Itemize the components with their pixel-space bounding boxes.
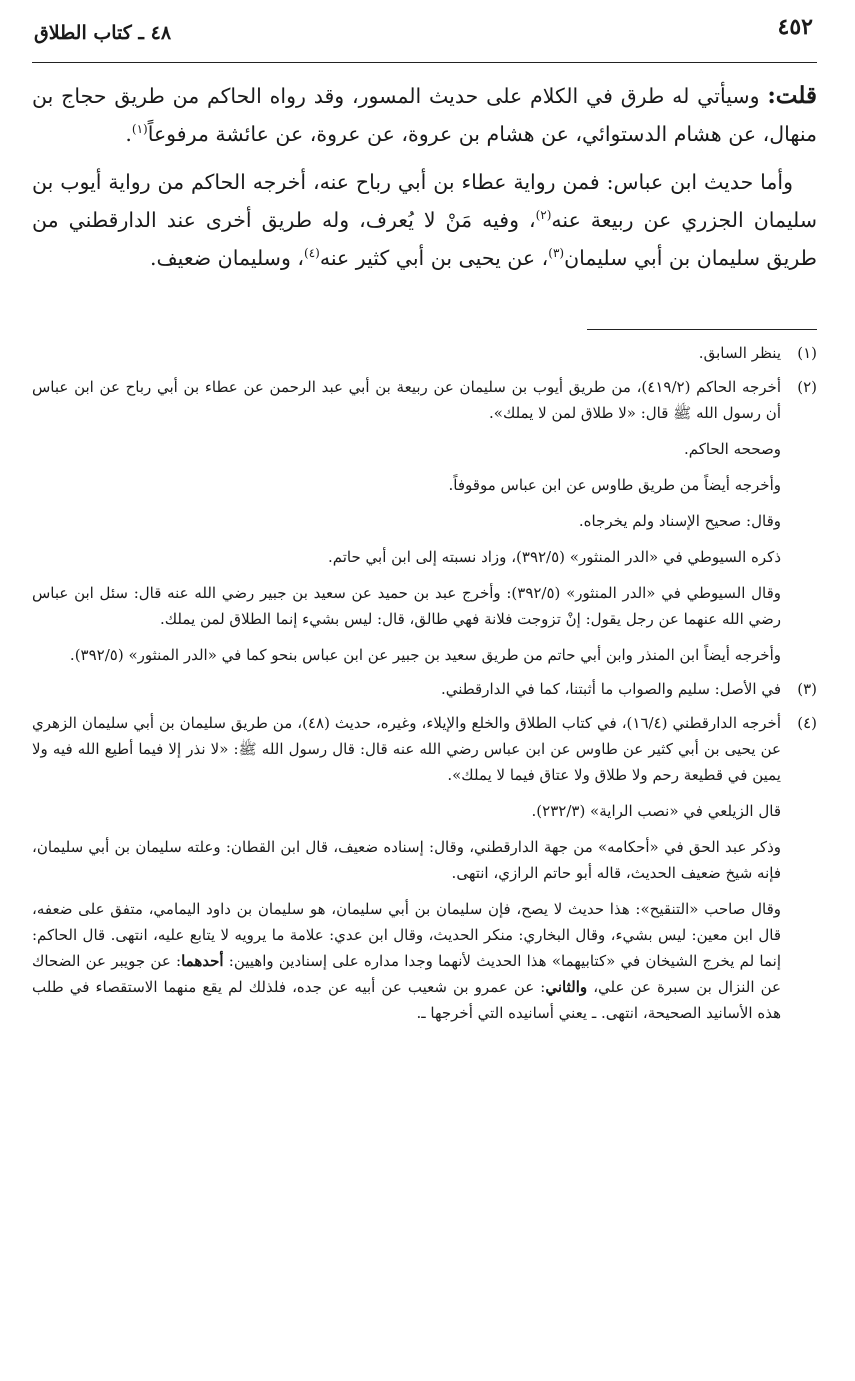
footnote-number: (٤) — [797, 714, 817, 732]
footnote-body — [32, 710, 781, 1030]
main-paragraph-1: قلت: وسيأتي له طرق في الكلام على حديث المسور، وقد رواه الحاكم من طريق حجاج بن منهال، عن هشام الدستوائي، عن هشام بن عروة، عن عروة، عن عائشة مرفوعاً$^{(١)}$. — [32, 82, 817, 146]
footnote-emphasis: والثاني — [545, 978, 588, 996]
main-paragraph-2 — [32, 163, 817, 277]
footnote-text: وقال: صحيح الإسناد ولم يخرجاه. — [578, 512, 781, 530]
paragraph-text: وسيأتي له طرق في الكلام على حديث المسور، وقد رواه الحاكم من طريق حجاج بن منهال، عن هشام الدستوائي، عن هشام بن عروة، عن عروة، عن عائشة مرفوعاً — [32, 84, 817, 146]
paragraph-text: ، وسليمان ضعيف. — [149, 246, 305, 270]
paragraph-lead: قلت: — [767, 82, 817, 109]
footnote-text: في الأصل: سليم والصواب ما أثبتنا، كما في الدارقطني. — [440, 680, 781, 698]
footnote-separator — [587, 329, 817, 330]
book-page — [32, 12, 817, 1381]
footnote-3 — [32, 676, 817, 706]
paragraph-text: وأما حديث ابن عباس: فمن رواية عطاء بن أبي رباح عنه، أخرجه الحاكم من رواية أيوب بن سليمان الجزري عن ربيعة عنه — [32, 170, 817, 232]
paragraph-text: ، وفيه مَنْ لا يُعرف، وله طريق أخرى عند الدارقطني من طريق سليمان بن أبي سليمان — [32, 208, 817, 270]
footnote-text-run: وقال صاحب «التنقيح»: هذا حديث لا يصح، فإن سليمان بن أبي سليمان، هو سليمان بن داود اليمامي، متفق على ضعفه، قال ابن معين: ليس بشيء، وقال البخاري: منكر الحديث، وقال ابن عدي: علامة ما يرويه لا يتابع عليه، انتهى. قال الحاكم: إنما لم يخرج الشيخان في «كتابيهما» هذا الحديث لأنهما وجدا مداره على إسنادين واهيين: — [32, 900, 781, 970]
footnote-text: ينظر السابق. — [698, 344, 781, 362]
footnote-text: وأخرجه أيضاً ابن المنذر وابن أبي حاتم من طريق سعيد بن جبير عن ابن عباس بنحو كما في «الدر المنثور» (٣٩٢/٥). — [69, 646, 781, 664]
footnote-text — [32, 896, 781, 1026]
footnote-text: وذكر عبد الحق في «أحكامه» من جهة الدارقطني، وقال: إسناده ضعيف، قال ابن القطان: وعلته سليمان بن أبي سليمان، فإنه شيخ ضعيف الحديث، قاله أبو حاتم الرازي، انتهى. — [32, 838, 781, 882]
main-text — [32, 77, 817, 277]
footnote-ref-3: (٣) — [548, 246, 565, 261]
footnote-text-run: : عن جويبر عن الضحاك عن النزال بن سبرة عن علي، — [32, 952, 781, 996]
footnote-ref-1: (١) — [131, 122, 148, 137]
footnote-text: ذكره السيوطي في «الدر المنثور» (٣٩٢/٥)، وزاد نسبته إلى ابن أبي حاتم. — [327, 548, 781, 566]
page-number: ٤٥٢ — [777, 14, 813, 40]
footnote-text: قال الزيلعي في «نصب الراية» (٢٣٢/٣). — [531, 802, 781, 820]
footnote-text: وصححه الحاكم. — [683, 440, 781, 458]
footnote-text: وأخرجه أيضاً من طريق طاوس عن ابن عباس موقوفاً. — [448, 476, 781, 494]
footnote-number: (٢) — [797, 378, 817, 396]
footnote-text: أخرجه الحاكم (٤١٩/٢)، من طريق أيوب بن سليمان عن ربيعة بن أبي عبد الرحمن عن عطاء بن أبي رباح عن ابن عباس أن رسول الله ﷺ قال: «لا طلاق لمن لا يملك». — [32, 378, 781, 422]
footnote-ref-4: (٤) — [304, 246, 320, 261]
paragraph-text: ، عن يحيى بن أبي كثير عنه — [319, 246, 549, 270]
footnote-text: أخرجه الدارقطني (١٦/٤)، في كتاب الطلاق والخلع والإيلاء، وغيره، حديث (٤٨)، من طريق سليمان بن أبي سليمان الزهري عن يحيى بن أبي كثير عن طاوس عن ابن عباس رضي الله عنه قال: قال رسول الله ﷺ: «لا نذر إلا فيما أطيع الله فيه ولا يمين في قطيعة رحم ولا طلاق ولا عتاق فيما لا يملك». — [32, 714, 781, 784]
footnote-2 — [32, 374, 817, 672]
footnote-1 — [32, 340, 817, 370]
footnotes — [32, 340, 817, 1030]
running-title: ٤٨ ـ كتاب الطلاق — [34, 22, 172, 44]
footnote-ref-2: (٢) — [535, 208, 552, 223]
footnote-body — [32, 676, 781, 706]
footnote-body — [32, 374, 781, 672]
footnote-number: (٣) — [797, 680, 817, 698]
footnote-body — [32, 340, 781, 370]
page-header — [32, 12, 817, 63]
footnote-text-run: : عن عمرو بن شعيب عن أبيه عن جده، فلذلك لم يقع منهما الاستقصاء في طلب هذه الأسانيد الصحيحة، انتهى. ـ يعني أسانيده التي أخرجها ـ. — [32, 978, 781, 1022]
footnote-4 — [32, 710, 817, 1030]
footnote-number: (١) — [797, 344, 817, 362]
footnote-text: وقال السيوطي في «الدر المنثور» (٣٩٢/٥): وأخرج عبد بن حميد عن سعيد بن جبير رضي الله عنه قال: سئل ابن عباس رضي الله عنهما عن رجل يقول: إنْ تزوجت فلانة فهي طالق، قال: ليس بشيء إنما الطلاق لمن يملك. — [32, 584, 782, 628]
footnote-emphasis: أحدهما — [181, 952, 224, 970]
